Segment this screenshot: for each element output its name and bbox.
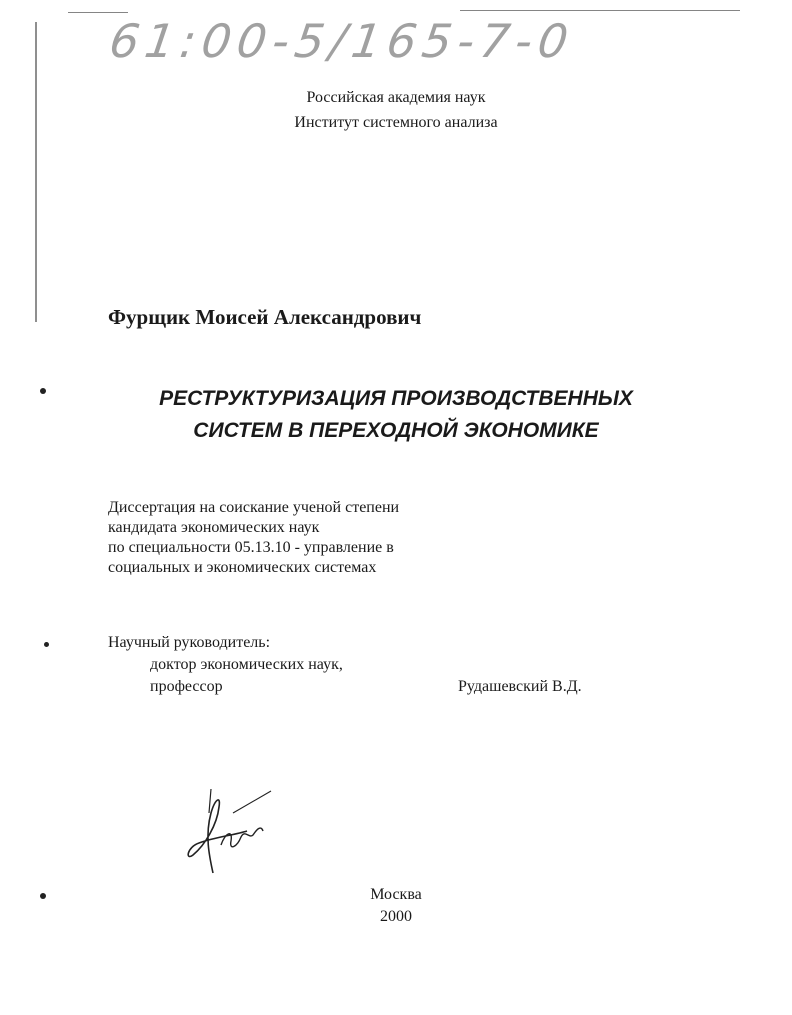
description-line: Диссертация на соискание ученой степени xyxy=(108,499,400,516)
scan-edge-line xyxy=(35,22,37,322)
archive-code-handwritten: 61:00-5/165-7-0 xyxy=(106,14,578,68)
author-name: Фурщик Моисей Александрович xyxy=(108,305,422,329)
description-line: кандидата экономических наук xyxy=(108,519,320,536)
year: 2000 xyxy=(380,908,412,925)
header xyxy=(0,85,792,135)
scientific-advisor xyxy=(108,632,668,698)
dissertation-title xyxy=(0,383,792,447)
scan-dot xyxy=(44,642,49,647)
dissertation-description xyxy=(108,498,399,578)
advisor-degree: доктор экономических наук, xyxy=(150,656,343,673)
organization-name: Российская академия наук xyxy=(306,89,486,106)
description-line: социальных и экономических системах xyxy=(108,559,377,576)
scan-top-line xyxy=(460,10,740,11)
city: Москва xyxy=(370,886,422,903)
title-line: РЕСТРУКТУРИЗАЦИЯ ПРОИЗВОДСТВЕННЫХ xyxy=(159,387,633,410)
institute-name: Институт системного анализа xyxy=(294,114,498,131)
advisor-name: Рудашевский В.Д. xyxy=(458,678,582,695)
scan-top-line xyxy=(68,12,128,13)
description-line: по специальности 05.13.10 - управление в xyxy=(108,539,394,556)
advisor-label: Научный руководитель: xyxy=(108,634,271,651)
title-line: СИСТЕМ В ПЕРЕХОДНОЙ ЭКОНОМИКЕ xyxy=(193,419,599,442)
author-signature xyxy=(175,785,285,880)
city-year xyxy=(0,884,792,928)
advisor-title: профессор xyxy=(150,678,223,695)
